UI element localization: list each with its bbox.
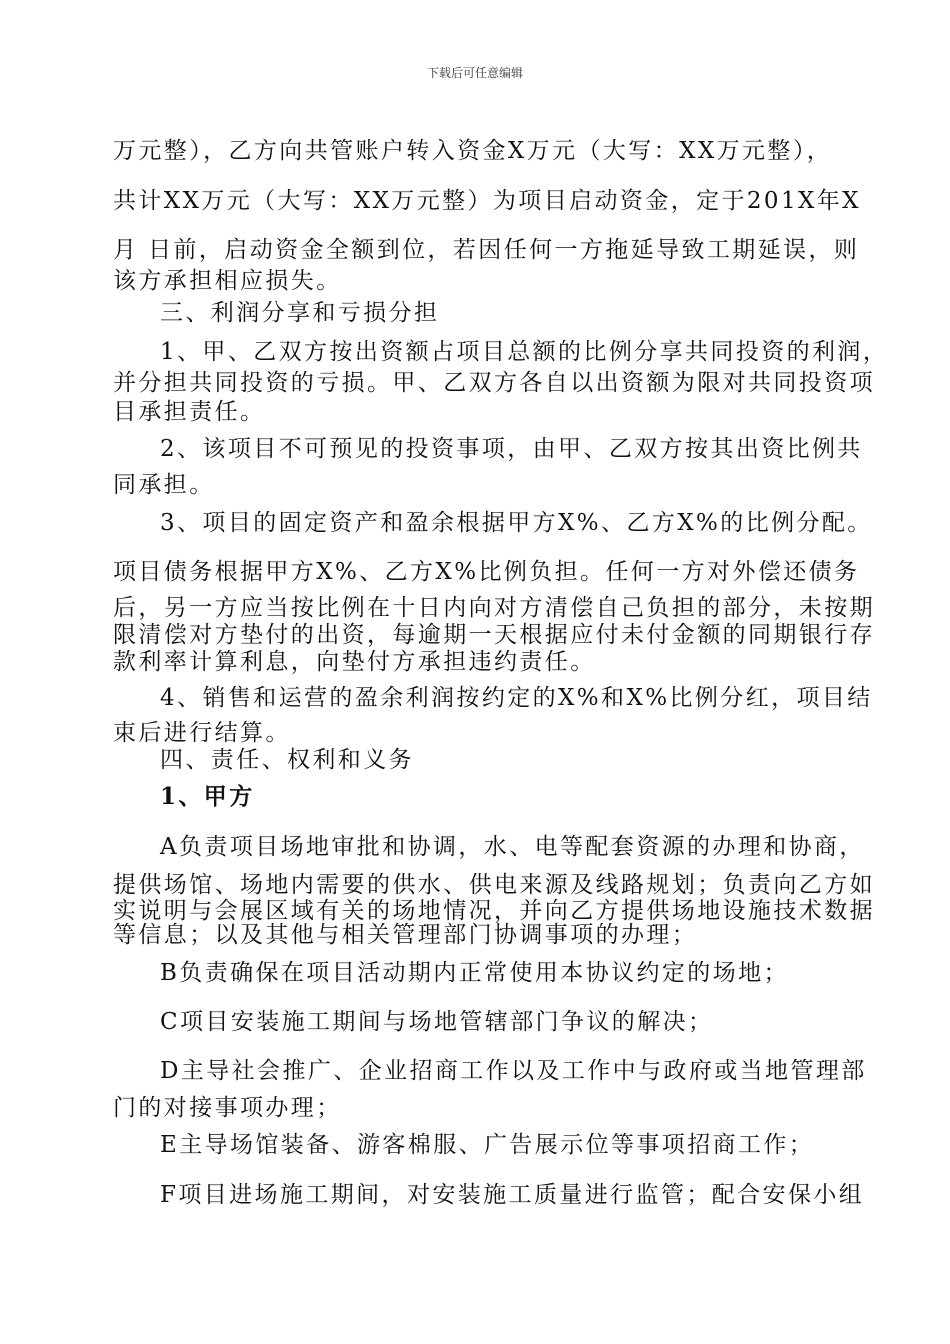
text-line: B负责确保在项目活动期内正常使用本协议约定的场地；: [160, 960, 789, 986]
text-line: E主导场馆装备、游客棉服、广告展示位等事项招商工作；: [160, 1132, 815, 1158]
text-line: D主导社会推广、企业招商工作以及工作中与政府或当地管理部: [160, 1058, 867, 1084]
text-line: 2、该项目不可预见的投资事项，由甲、乙双方按其出资比例共: [160, 436, 863, 462]
text-line: 门的对接事项办理；: [113, 1095, 342, 1121]
text-line: 束后进行结算。: [113, 720, 291, 746]
text-line: 款利率计算利息，向垫付方承担违约责任。: [113, 649, 596, 675]
text-line: 项目债务根据甲方X%、乙方X%比例负担。任何一方对外偿还债务: [113, 559, 860, 585]
subsection-heading: 1、甲方: [160, 783, 255, 810]
page-header: 下载后可任意编辑: [426, 66, 523, 80]
text-line: 共计XX万元（大写：XX万元整）为项目启动资金，定于201X年X: [113, 188, 861, 214]
text-line: 提供场馆、场地内需要的供水、供电来源及线路规划；负责向乙方如: [113, 872, 875, 898]
text-line: F项目进场施工期间，对安装施工质量进行监管；配合安保小组: [160, 1182, 865, 1208]
section-heading: 三、利润分享和亏损分担: [160, 300, 440, 326]
text-line: C项目安装施工期间与场地管辖部门争议的解决；: [160, 1009, 714, 1035]
text-line: 后，另一方应当按比例在十日内向对方清偿自己负担的部分，未按期: [113, 595, 875, 621]
text-line: 限清偿对方垫付的出资，每逾期一天根据应付未付金额的同期银行存: [113, 622, 875, 648]
text-line: 4、销售和运营的盈余利润按约定的X%和X%比例分红，项目结: [160, 685, 873, 711]
text-line: 目承担责任。: [113, 399, 266, 425]
text-line: 该方承担相应损失。: [113, 268, 342, 294]
text-line: 万元整），乙方向共管账户转入资金X万元（大写：XX万元整），: [113, 138, 833, 164]
text-line: A负责项目场地审批和协调，水、电等配套资源的办理和协商，: [160, 834, 865, 860]
text-line: 实说明与会展区域有关的场地情况，并向乙方提供场地设施技术数据: [113, 898, 875, 924]
section-heading: 四、责任、权利和义务: [160, 747, 414, 773]
text-line: 并分担共同投资的亏损。甲、乙双方各自以出资额为限对共同投资项: [113, 370, 875, 396]
text-line: 等信息；以及其他与相关管理部门协调事项的办理；: [113, 922, 698, 948]
text-line: 3、项目的固定资产和盈余根据甲方X%、乙方X%的比例分配。: [160, 510, 873, 536]
text-line: 月 日前，启动资金全额到位，若因任何一方拖延导致工期延误，则: [113, 237, 860, 263]
text-line: 1、甲、乙双方按出资额占项目总额的比例分享共同投资的利润，: [160, 339, 889, 365]
text-line: 同承担。: [113, 472, 215, 498]
